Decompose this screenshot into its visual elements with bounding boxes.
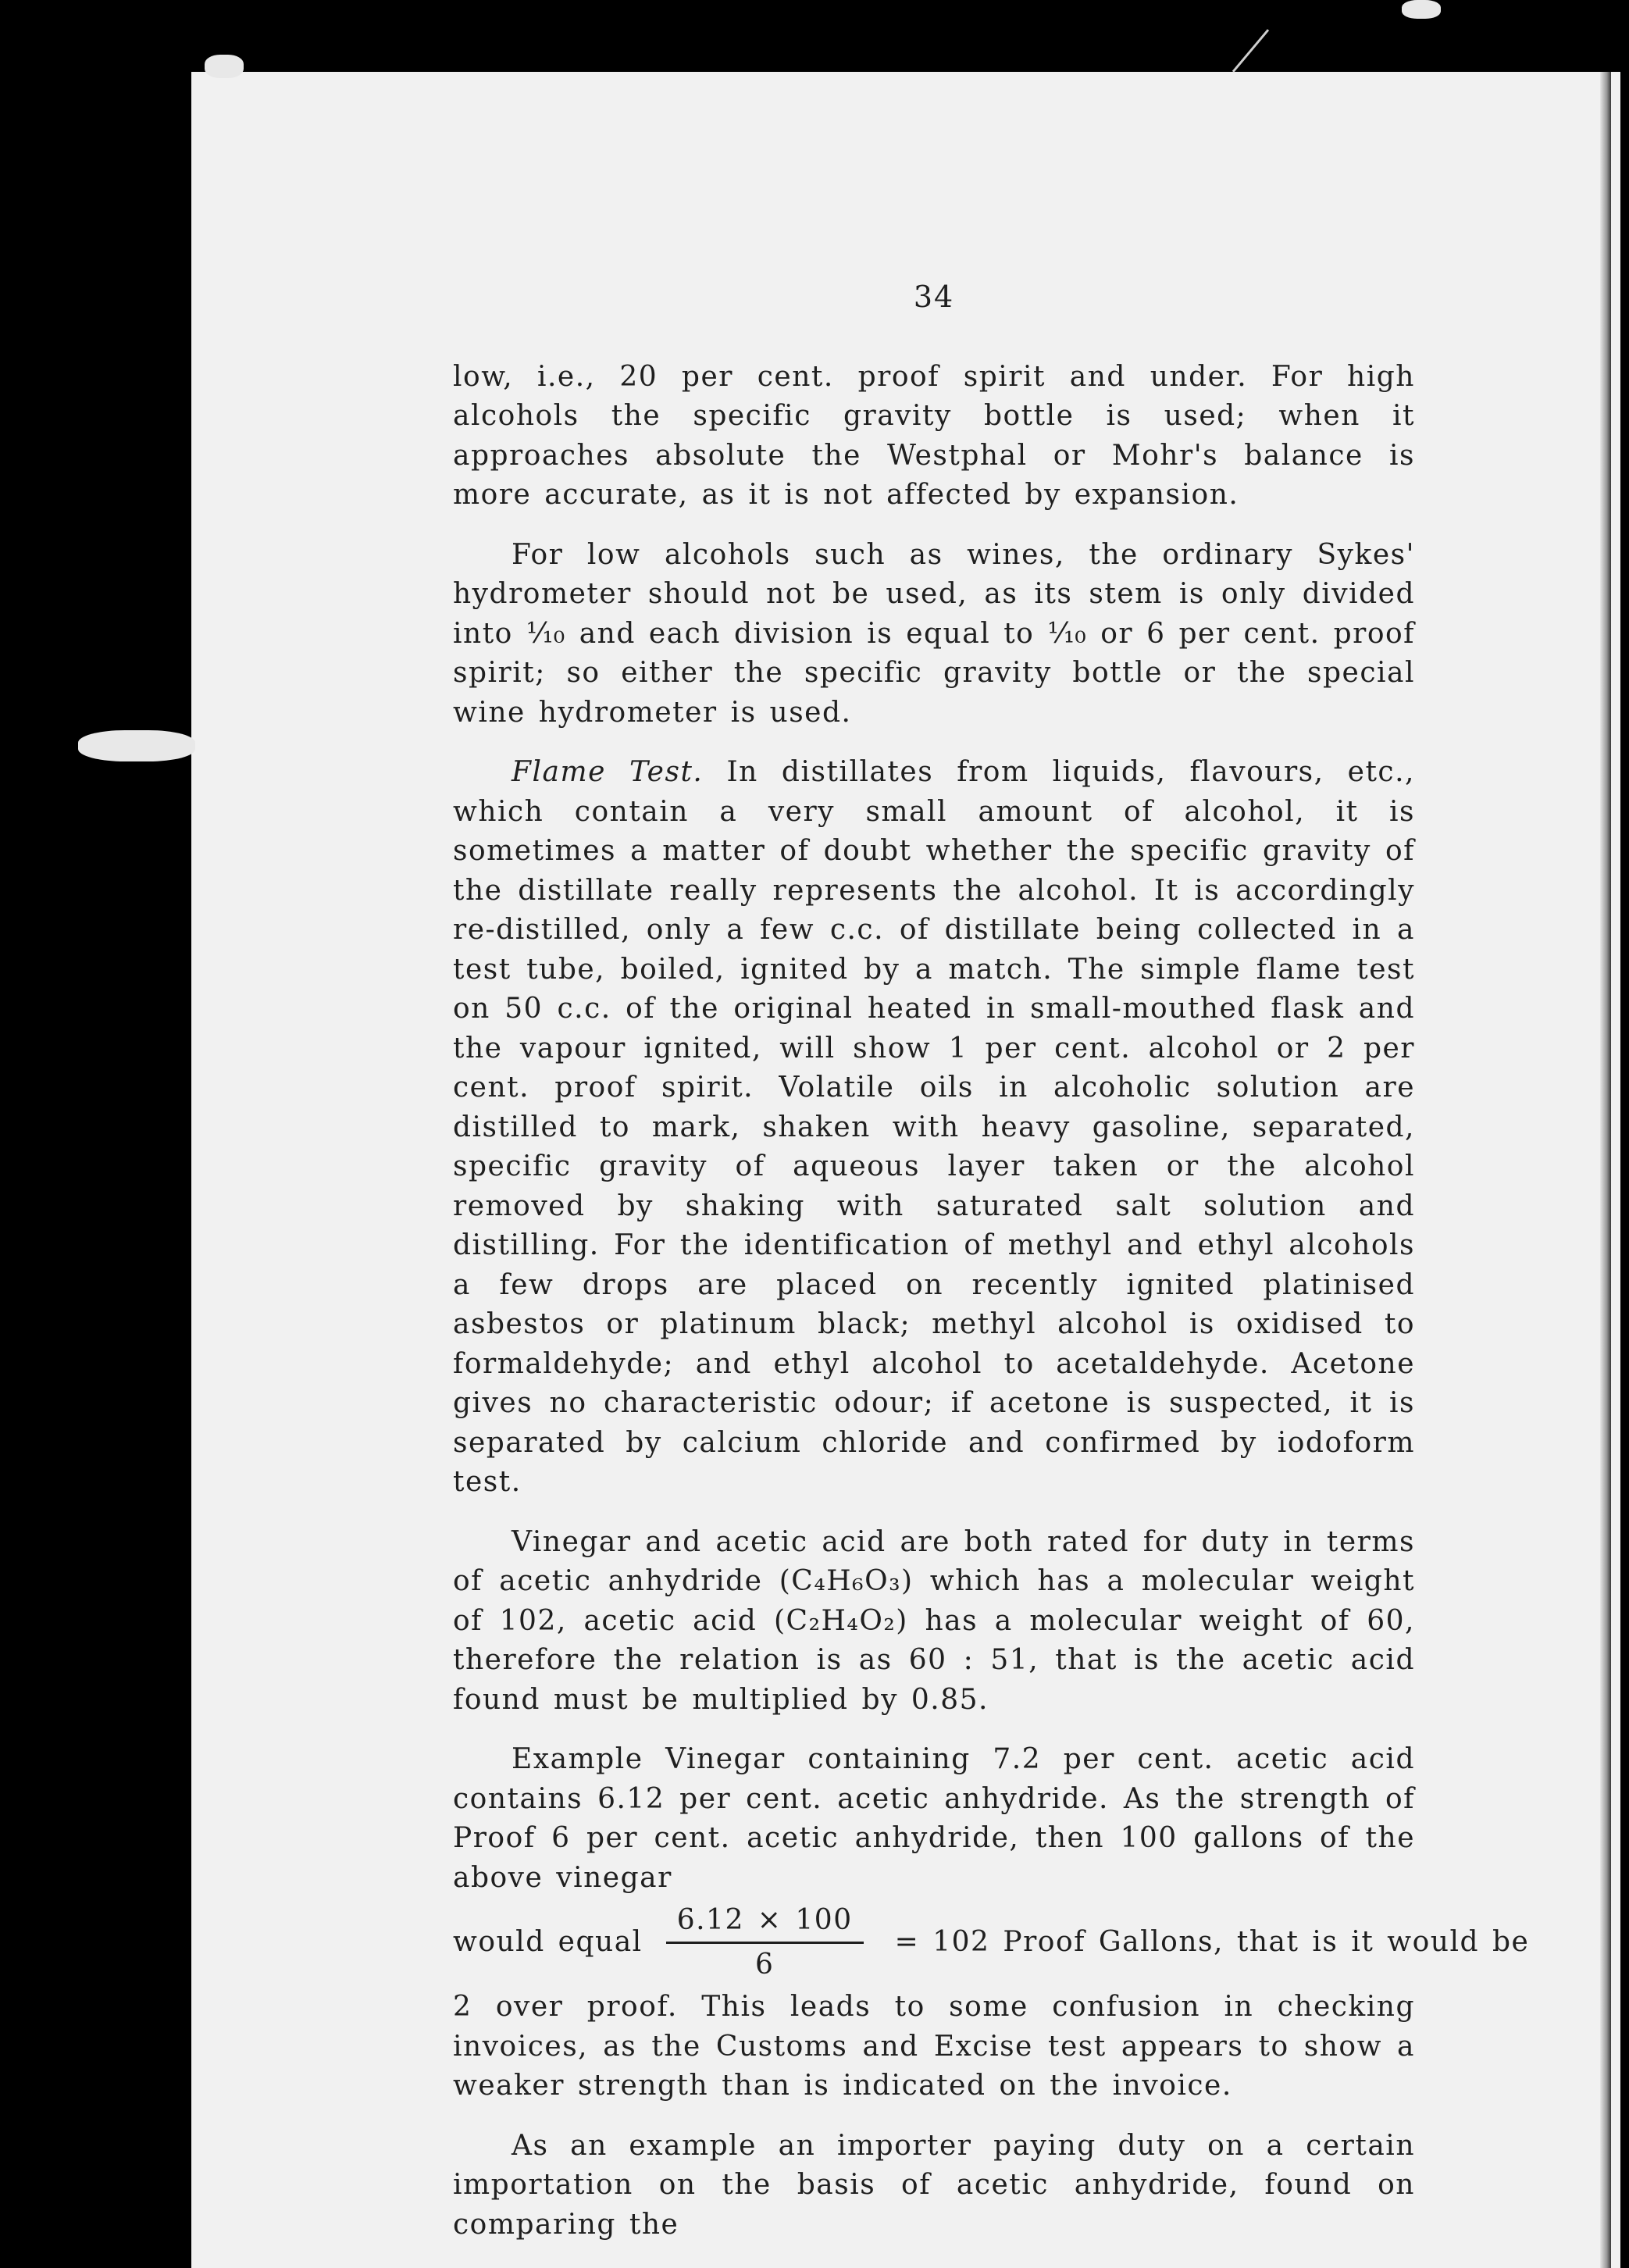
page-number: 34 bbox=[913, 280, 955, 314]
formula-lead: would equal bbox=[453, 1926, 643, 1959]
margin-speck-corner bbox=[1402, 0, 1441, 19]
paragraph-3-body: In distillates from liquids, flavours, etc., which contain a very small amount of alcohol, it is sometimes a matter of doubt whether the specific gravity of the distillate really represents the alcohol. It is accordingly re-distilled, only a few c.c. of distillate being collected in a test tube, boiled, ignited by a match. The simple flame test on 50 c.c. of the original heated in small-mouthed flask and the vapour ignited, will show 1 per cent. alcohol or 2 per cent. proof spirit. Volatile oils in alcoholic solution are distilled to mark, shaken with heavy gasoline, separated, specific gravity of aqueous layer taken or the alcohol removed by shaking with saturated salt solution and distilling. For the identification of methyl and ethyl alcohols a few drops are placed on recently ignited platinised asbestos or platinum black; methyl alcohol is oxidised to formaldehyde; and ethyl alcohol to acetaldehyde. Acetone gives no characteristic odour; if acetone is suspected, it is separated by calcium chloride and confirmed by iodoform test. bbox=[453, 756, 1415, 1498]
margin-speck-side bbox=[78, 730, 195, 761]
paragraph-4: Vinegar and acetic acid are both rated for duty in terms of acetic anhydride (C₄H₆O₃) which has a molecular weight of 102, acetic acid (C₂H₄O₂) has a molecular weight of 60, therefore the relation is as 60 : 51, that is the acetic acid found must be multiplied by 0.85. bbox=[453, 1525, 1415, 1716]
margin-speck-left bbox=[205, 55, 244, 78]
formula-line bbox=[453, 1902, 1530, 1983]
paragraph-7: As an example an importer paying duty on a certain importation on the basis of acetic anhydride, found on comparing the bbox=[453, 2129, 1415, 2241]
paragraph-3 bbox=[453, 753, 1415, 1503]
formula-tail: = 102 Proof Gallons, that is it would be bbox=[894, 1926, 1530, 1959]
fraction-denominator: 6 bbox=[754, 1949, 775, 1981]
page-text bbox=[453, 277, 1530, 2265]
paragraph-2: For low alcohols such as wines, the ordinary Sykes' hydrometer should not be used, as its stem is only divided into ⅒ and each division is equal to ⅒ or 6 per cent. proof spirit; so either the specific gravity bottle or the special wine hydrometer is used. bbox=[453, 538, 1415, 729]
paragraph-1: low, i.e., 20 per cent. proof spirit and under. For high alcohols the specific gravity bottle is used; when it approaches absolute the Westphal or Mohr's balance is more accurate, as it is not affected by expansion. bbox=[453, 360, 1415, 511]
corner-scratch bbox=[1232, 29, 1269, 73]
flame-test-heading: Flame Test. bbox=[512, 756, 704, 788]
paragraph-6: 2 over proof. This leads to some confusion in checking invoices, as the Customs and Excise test appears to show a weaker strength than is indicated on the invoice. bbox=[453, 1991, 1415, 2102]
fraction bbox=[666, 1902, 864, 1983]
page-fold-edge bbox=[1600, 72, 1611, 2268]
paragraph-5: Example Vinegar containing 7.2 per cent. acetic acid contains 6.12 per cent. acetic anhydride. As the strength of Proof 6 per cent. acetic anhydride, then 100 gallons of the above vinegar bbox=[453, 1743, 1415, 1894]
fraction-numerator: 6.12 × 100 bbox=[666, 1902, 864, 1944]
